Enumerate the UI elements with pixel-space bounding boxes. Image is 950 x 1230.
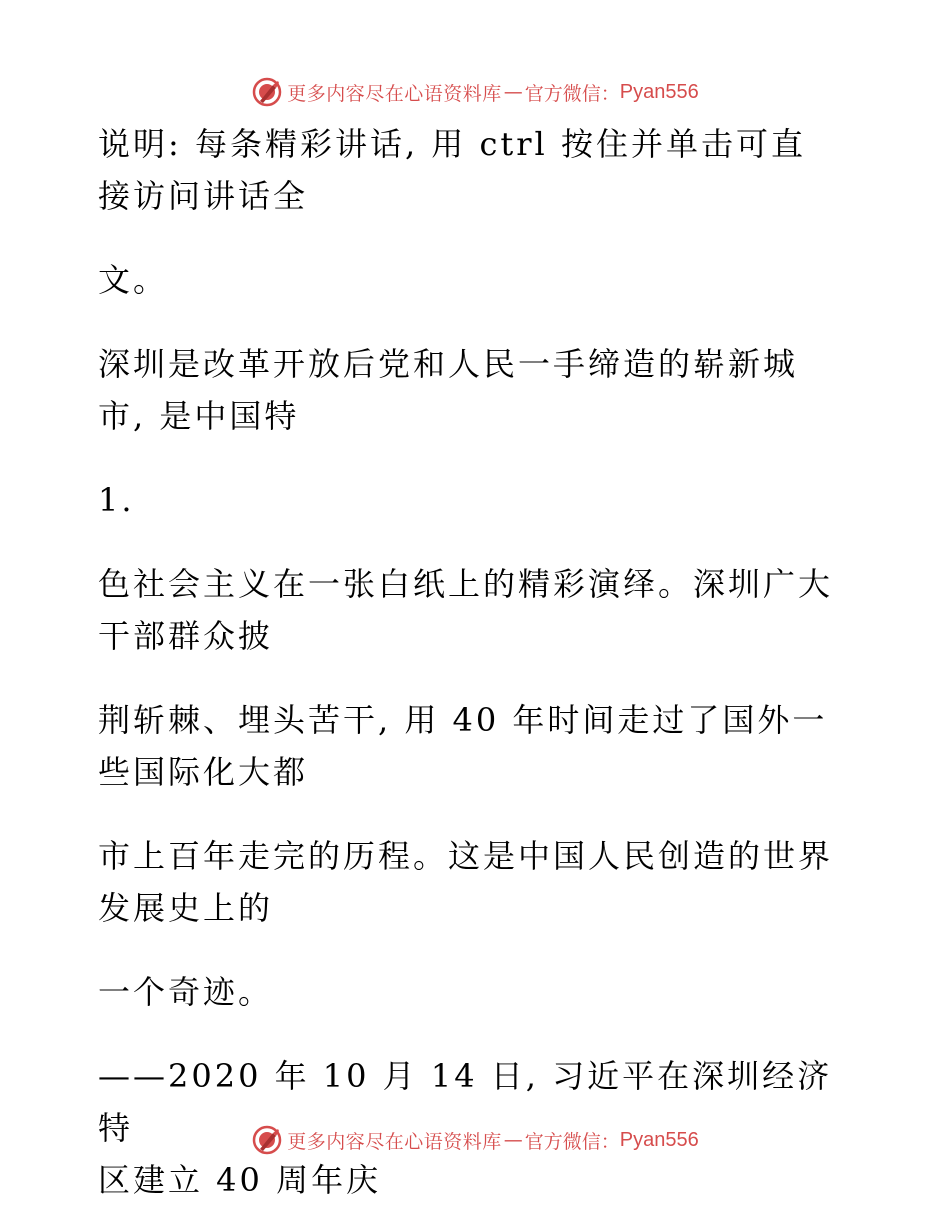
body-line: 荆斩棘、埋头苦干, 用 40 年时间走过了国外一 (98, 701, 828, 739)
banner-slogan: 更多内容尽在心语资料库 (287, 1130, 502, 1153)
body-line: 接访问讲话全 (98, 177, 309, 215)
body-line: 干部群众披 (98, 617, 274, 655)
banner-wechat-label: 官方微信： (524, 82, 620, 105)
footer-watermark-banner (0, 1120, 950, 1160)
body-line: 发展史上的 (98, 889, 274, 927)
body-line: 文。 (98, 261, 169, 299)
body-line: 市上百年走完的历程。这是中国人民创造的世界 (98, 837, 834, 875)
banner-wechat-id: Pyan556 (619, 1128, 699, 1151)
document-body (98, 118, 858, 1206)
header-watermark-banner (0, 72, 950, 112)
banner-wechat-label: 官方微信： (524, 1130, 620, 1153)
body-line: 些国际化大都 (98, 753, 309, 791)
banner-slogan: 更多内容尽在心语资料库 (287, 82, 502, 105)
body-line: 说明: 每条精彩讲话, 用 ctrl 按住并单击可直 (98, 125, 806, 163)
banner-dash: — (503, 81, 523, 103)
banner-dash: — (503, 1129, 523, 1151)
pen-logo-icon (251, 1124, 283, 1156)
body-line: 区建立 40 周年庆 (98, 1161, 382, 1199)
body-line: 一个奇迹。 (98, 973, 274, 1011)
body-line: 色社会主义在一张白纸上的精彩演绎。深圳广大 (98, 565, 834, 603)
body-line: 深圳是改革开放后党和人民一手缔造的崭新城 (98, 345, 799, 383)
body-line: ——2020 年 10 月 14 日, 习近平在深圳经济特 (98, 1057, 833, 1147)
body-line: 1. (98, 481, 135, 519)
body-line: 市, 是中国特 (98, 397, 300, 435)
banner-wechat-id: Pyan556 (619, 80, 699, 103)
pen-logo-icon (251, 76, 283, 108)
